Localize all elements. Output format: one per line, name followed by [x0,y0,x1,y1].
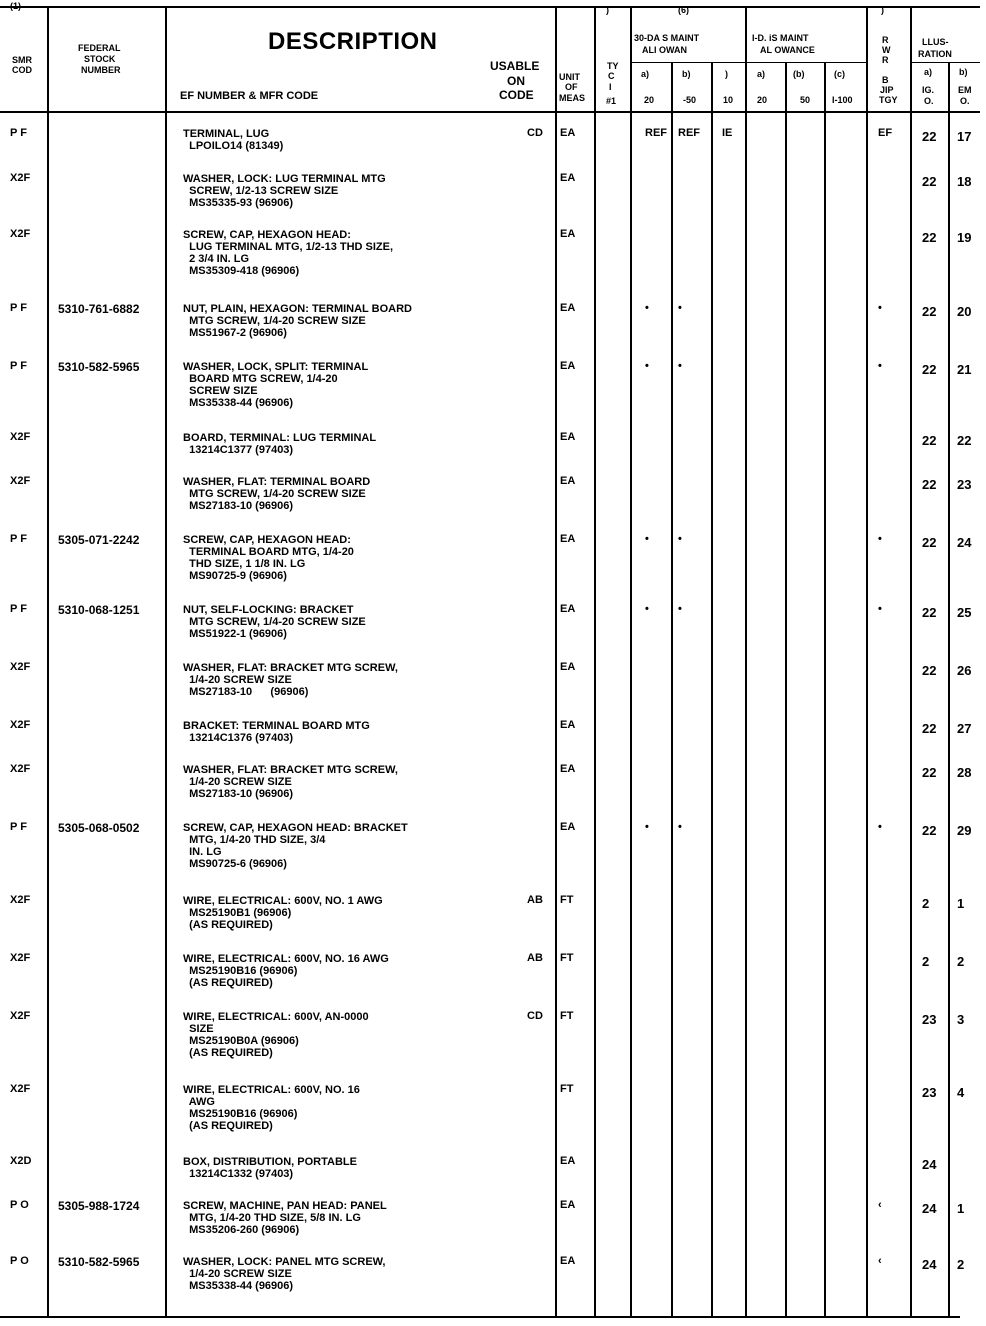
org-sub-a: a) [641,69,650,79]
smr-code: X2D [10,1155,32,1167]
yr-header-line2: W [882,45,891,55]
org-header-line1: 30-DA S MAINT [634,33,700,43]
item-number: 22 [957,433,972,448]
figure-number: 22 [922,230,937,245]
item-number: 29 [957,823,972,838]
smr-code: X2F [10,228,31,240]
ds-sub-a: a) [757,69,766,79]
figure-number-header-2: O. [924,96,934,106]
header-sub-rule [910,62,980,63]
smr-code: X2F [10,763,31,775]
federal-stock-number: 5310-582-5965 [58,360,140,374]
figure-number: 24 [922,1201,937,1216]
item-number: 28 [957,765,972,780]
yr-header-line6: TGY [879,95,898,105]
unit-of-measure: EA [560,1255,576,1267]
unit-of-measure: FT [560,1010,574,1022]
federal-stock-number: 5305-988-1724 [58,1199,140,1213]
figure-number: 22 [922,304,937,319]
figure-number: 22 [922,362,937,377]
unit-of-measure: FT [560,952,574,964]
figure-number: 22 [922,721,937,736]
illustration-sub-b: b) [959,67,968,77]
depot-stock: • [878,302,882,314]
smr-code: P F [10,603,27,615]
ref-number-label: EF NUMBER & MFR CODE [180,90,319,102]
figure-number: 22 [922,477,937,492]
unit-of-measure: EA [560,763,576,775]
item-number-header-2: O. [960,96,970,106]
figure-number: 24 [922,1257,937,1272]
figure-number: 22 [922,129,937,144]
ds-sub-b: (b) [793,69,805,79]
unit-header-line3: MEAS [559,93,586,103]
ds-header-line1: I-D. iS MAINT [752,33,809,43]
org-range-50: -50 [683,95,697,105]
depot-stock: ‹ [878,1199,882,1211]
smr-code: P F [10,302,27,314]
yr-header-line5: JIP [880,85,894,95]
unit-of-measure: EA [560,603,576,615]
federal-stock-number: 5310-582-5965 [58,1255,140,1269]
ds-range-100: I-100 [832,95,853,105]
item-number: 17 [957,129,972,144]
figure-number: 22 [922,663,937,678]
depot-stock: • [878,821,882,833]
unit-of-measure: EA [560,302,576,314]
column-rule [47,6,49,1318]
column-rule [866,6,868,1318]
part-description: SCREW, CAP, HEXAGON HEAD: LUG TERMINAL MTG, 1/2-13 THD SIZE, 2 3/4 IN. LG MS35309-418 (96906) [183,229,394,277]
item-number: 23 [957,477,972,492]
smr-header-line2: COD [12,65,32,75]
figure-number: 2 [922,954,930,969]
org-allowance-b: • [678,533,682,545]
part-description: BOARD, TERMINAL: LUG TERMINAL 13214C1377 (97403) [183,432,377,456]
depot-stock: • [878,533,882,545]
org-allowance-b: REF [678,127,700,139]
unit-of-measure: EA [560,127,576,139]
part-description: WASHER, FLAT: TERMINAL BOARD MTG SCREW, 1/4-20 SCREW SIZE MS27183-10 (96906) [183,476,371,512]
item-number: 21 [957,362,972,377]
usable-header-line1: USABLE [490,59,540,73]
smr-code: X2F [10,431,31,443]
org-sub-b: b) [682,69,691,79]
part-description: WASHER, LOCK, SPLIT: TERMINAL BOARD MTG SCREW, 1/4-20 SCREW SIZE MS35338-44 (96906) [183,361,369,409]
unit-of-measure: EA [560,661,576,673]
usable-on-code: AB [527,894,543,906]
unit-of-measure: EA [560,228,576,240]
usable-on-code: AB [527,952,543,964]
smr-code: X2F [10,661,31,673]
col6-number: (6) [678,5,689,15]
header-top-rule [0,6,980,8]
part-description: WASHER, FLAT: BRACKET MTG SCREW, 1/4-20 SCREW SIZE MS27183-10 (96906) [183,662,398,698]
part-description: SCREW, MACHINE, PAN HEAD: PANEL MTG, 1/4-20 THD SIZE, 5/8 IN. LG MS35206-260 (96906) [183,1200,387,1236]
ds-range-50: 50 [800,95,811,105]
smr-code: X2F [10,475,31,487]
org-allowance-b: • [678,821,682,833]
org-sub-c: ) [725,69,728,79]
unit-of-measure: FT [560,1083,574,1095]
item-number: 19 [957,230,972,245]
unit-of-measure: EA [560,431,576,443]
figure-number: 22 [922,823,937,838]
column-rule [671,62,673,1318]
depot-stock: EF [878,127,893,139]
smr-code: X2F [10,719,31,731]
unit-of-measure: EA [560,719,576,731]
col1-number: (1) [10,1,21,11]
figure-number: 22 [922,174,937,189]
org-allowance-a: • [645,821,649,833]
figure-number: 22 [922,535,937,550]
org-allowance-a: REF [645,127,667,139]
part-description: TERMINAL, LUG LPOILO14 (81349) [183,128,284,152]
smr-header-line1: SMR [12,55,32,65]
smr-code: P F [10,821,27,833]
org-allowance-a: • [645,360,649,372]
org-allowance-c: IE [722,127,733,139]
item-number: 1 [957,1201,965,1216]
column-rule [165,6,167,1318]
ds-header-line2: AL OWANCE [760,45,815,55]
unit-of-measure: EA [560,821,576,833]
figure-number: 22 [922,765,937,780]
figure-number-header-1: IG. [922,85,935,95]
item-number: 18 [957,174,972,189]
figure-number: 23 [922,1085,937,1100]
usable-on-code: CD [527,127,543,139]
org-allowance-b: • [678,302,682,314]
org-range-10: 10 [723,95,734,105]
part-description: BRACKET: TERMINAL BOARD MTG 13214C1376 (97403) [183,720,370,744]
unit-of-measure: EA [560,172,576,184]
qty-header-line4: #1 [606,96,617,106]
header-bottom-rule [0,111,980,113]
column-rule [785,62,787,1318]
column-rule [630,6,632,1318]
unit-of-measure: EA [560,1155,576,1167]
item-number: 24 [957,535,972,550]
smr-code: X2F [10,1010,31,1022]
fsn-header-line3: NUMBER [81,65,121,75]
smr-code: X2F [10,894,31,906]
smr-code: P F [10,533,27,545]
smr-code: P F [10,127,27,139]
item-number: 27 [957,721,972,736]
illustration-header-line2: RATION [918,49,952,59]
part-description: WASHER, LOCK: PANEL MTG SCREW, 1/4-20 SCREW SIZE MS35338-44 (96906) [183,1256,386,1292]
column-rule [948,62,950,1318]
figure-number: 22 [922,605,937,620]
figure-number: 23 [922,1012,937,1027]
part-description: WASHER, FLAT: BRACKET MTG SCREW, 1/4-20 SCREW SIZE MS27183-10 (96906) [183,764,398,800]
description-title: DESCRIPTION [268,28,438,55]
item-number: 3 [957,1012,965,1027]
smr-code: P O [10,1255,29,1267]
item-number: 2 [957,954,965,969]
unit-header-line1: UNIT [559,72,580,82]
usable-header-line2: ON [507,74,525,88]
federal-stock-number: 5305-068-0502 [58,821,140,835]
ds-sub-c: (c) [834,69,845,79]
part-description: WIRE, ELECTRICAL: 600V, AN-0000 SIZE MS25190B0A (96906) (AS REQUIRED) [183,1011,369,1059]
federal-stock-number: 5305-071-2242 [58,533,140,547]
unit-of-measure: EA [560,360,576,372]
depot-stock: ‹ [878,1255,882,1267]
part-description: SCREW, CAP, HEXAGON HEAD: BRACKET MTG, 1/4-20 THD SIZE, 3/4 IN. LG MS90725-6 (96906) [183,822,408,870]
yr-header-line4: B [882,75,889,85]
unit-of-measure: FT [560,894,574,906]
org-allowance-a: • [645,533,649,545]
illustration-header-line1: LLUS- [922,37,949,47]
depot-stock: • [878,360,882,372]
part-description: BOX, DISTRIBUTION, PORTABLE 13214C1332 (97403) [183,1156,357,1180]
column-rule [594,6,596,1318]
smr-code: P O [10,1199,29,1211]
item-number: 4 [957,1085,965,1100]
yr-header-line3: R [882,55,889,65]
usable-on-code: CD [527,1010,543,1022]
figure-number: 22 [922,433,937,448]
part-description: NUT, SELF-LOCKING: BRACKET MTG SCREW, 1/4-20 SCREW SIZE MS51922-1 (96906) [183,604,366,640]
fsn-header-line2: STOCK [84,54,116,64]
column-rule [910,6,912,1318]
part-description: WIRE, ELECTRICAL: 600V, NO. 16 AWG MS25190B16 (96906) (AS REQUIRED) [183,1084,360,1132]
figure-number: 24 [922,1157,937,1172]
item-number: 20 [957,304,972,319]
item-number: 2 [957,1257,965,1272]
col9-number: ) [881,5,884,15]
ds-range-20: 20 [757,95,768,105]
smr-code: X2F [10,952,31,964]
part-description: SCREW, CAP, HEXAGON HEAD: TERMINAL BOARD MTG, 1/4-20 THD SIZE, 1 1/8 IN. LG MS90725-9 (96906) [183,534,354,582]
smr-code: X2F [10,1083,31,1095]
unit-of-measure: EA [560,533,576,545]
column-rule [555,6,557,1318]
header-sub-rule [745,62,867,63]
org-allowance-b: • [678,603,682,615]
org-allowance-b: • [678,360,682,372]
item-number: 25 [957,605,972,620]
part-description: WASHER, LOCK: LUG TERMINAL MTG SCREW, 1/2-13 SCREW SIZE MS35335-93 (96906) [183,173,386,209]
illustration-sub-a: a) [924,67,933,77]
smr-code: X2F [10,172,31,184]
item-number-header-1: EM [958,85,972,95]
depot-stock: • [878,603,882,615]
yr-header-line1: R [882,35,889,45]
unit-of-measure: EA [560,475,576,487]
fsn-header-line1: FEDERAL [78,43,121,53]
part-description: WIRE, ELECTRICAL: 600V, NO. 1 AWG MS25190B1 (96906) (AS REQUIRED) [183,895,383,931]
qty-header-line3: I [609,82,612,92]
part-description: WIRE, ELECTRICAL: 600V, NO. 16 AWG MS25190B16 (96906) (AS REQUIRED) [183,953,389,989]
org-range-20: 20 [644,95,655,105]
figure-number: 2 [922,896,930,911]
column-rule [711,62,713,1318]
usable-header-line3: CODE [499,88,534,102]
footer-rule [0,1316,960,1318]
header-sub-rule [630,62,746,63]
unit-of-measure: EA [560,1199,576,1211]
column-rule [824,62,826,1318]
item-number: 26 [957,663,972,678]
federal-stock-number: 5310-761-6882 [58,302,140,316]
column-rule [745,6,747,1318]
qty-header-line2: C [608,71,615,81]
item-number: 1 [957,896,965,911]
qty-header-line1: TY [607,61,619,71]
org-allowance-a: • [645,302,649,314]
org-allowance-a: • [645,603,649,615]
org-header-line2: ALI OWAN [642,45,687,55]
unit-header-line2: OF [565,82,578,92]
smr-code: P F [10,360,27,372]
part-description: NUT, PLAIN, HEXAGON: TERMINAL BOARD MTG SCREW, 1/4-20 SCREW SIZE MS51967-2 (96906) [183,303,412,339]
federal-stock-number: 5310-068-1251 [58,603,140,617]
qty-column-mark: ) [606,5,609,15]
